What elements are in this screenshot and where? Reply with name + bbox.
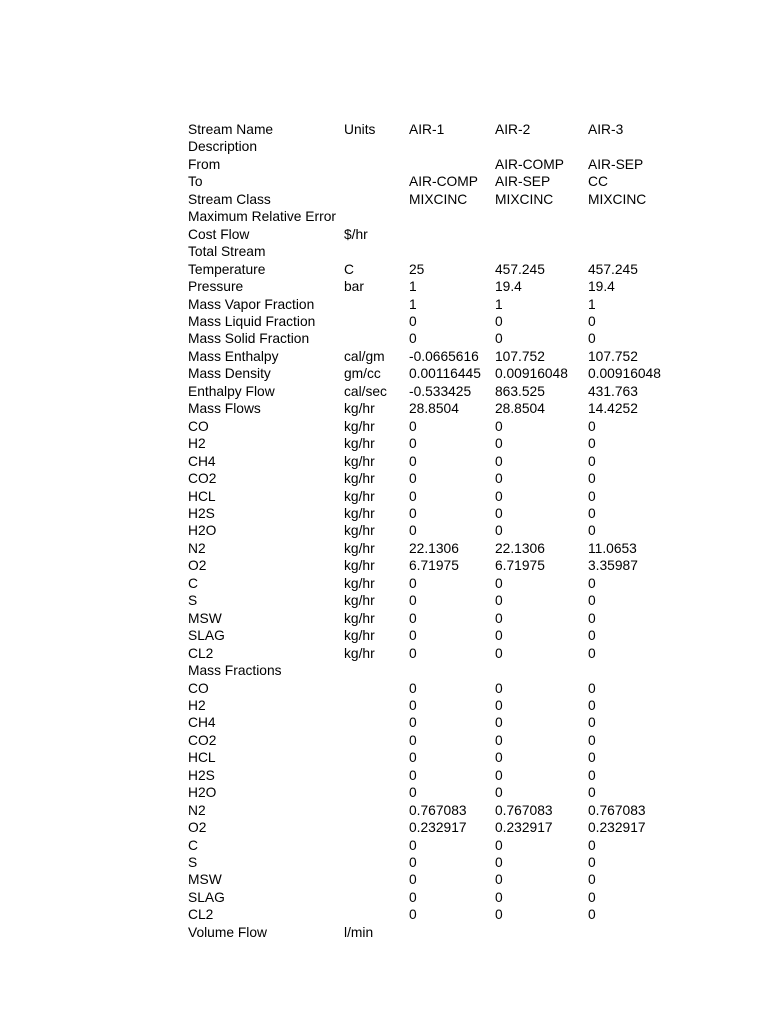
row-units xyxy=(344,191,409,208)
row-label: Mass Fractions xyxy=(188,663,282,679)
row-value-stream-2: 0 xyxy=(495,628,503,644)
row-value-stream-2: 0 xyxy=(495,313,503,329)
row-label: MSW xyxy=(188,610,222,626)
row-label: CL2 xyxy=(188,645,214,661)
row-label: H2O xyxy=(188,523,217,539)
row-value-stream-3: 0 xyxy=(588,855,596,871)
table-row xyxy=(188,889,678,906)
row-value-stream-1: 0 xyxy=(409,575,417,591)
row-value-stream-3: 0 xyxy=(588,331,596,347)
table-row xyxy=(188,767,678,784)
table-row xyxy=(188,871,678,888)
row-value-stream-3: 0 xyxy=(588,715,596,731)
row-value-stream-2: 0 xyxy=(495,732,503,748)
row-value-stream-3: 0.767083 xyxy=(588,802,646,818)
row-value-stream-2: 0 xyxy=(495,471,503,487)
row-value-stream-2: 0 xyxy=(495,697,503,713)
row-label: Mass Solid Fraction xyxy=(188,331,310,347)
row-label: CO2 xyxy=(188,732,217,748)
table-row xyxy=(188,802,678,819)
row-label: O2 xyxy=(188,558,207,574)
row-value-stream-1: 0 xyxy=(409,907,417,923)
row-label: N2 xyxy=(188,802,206,818)
row-units: cal/gm xyxy=(344,348,385,364)
table-row xyxy=(188,191,678,208)
row-units xyxy=(344,767,409,784)
row-value-stream-1: 0 xyxy=(409,645,417,661)
row-value-stream-1: -0.0665616 xyxy=(409,348,479,364)
row-value-stream-2: AIR-COMP xyxy=(495,156,564,172)
row-value-stream-3: 1 xyxy=(588,296,596,312)
table-row xyxy=(188,522,678,539)
row-label: Mass Density xyxy=(188,366,271,382)
row-units: kg/hr xyxy=(344,488,375,504)
row-label: Mass Flows xyxy=(188,401,261,417)
row-value-stream-3: 0 xyxy=(588,593,596,609)
table-row xyxy=(188,714,678,731)
row-value-stream-2: 0.00916048 xyxy=(495,366,568,382)
table-row xyxy=(188,749,678,766)
table-row xyxy=(188,453,678,470)
table-row xyxy=(188,435,678,452)
row-units xyxy=(344,819,409,836)
row-label: Mass Liquid Fraction xyxy=(188,313,316,329)
row-units: gm/cc xyxy=(344,366,381,382)
row-value-stream-3: 0.232917 xyxy=(588,820,646,836)
row-value-stream-3: 0 xyxy=(588,837,596,853)
row-label: Stream Class xyxy=(188,191,271,207)
row-units: kg/hr xyxy=(344,575,375,591)
row-value-stream-1: 6.71975 xyxy=(409,558,459,574)
row-label: H2O xyxy=(188,785,217,801)
row-value-stream-2: 0 xyxy=(495,488,503,504)
row-label: H2S xyxy=(188,505,215,521)
row-units xyxy=(344,313,409,330)
row-value-stream-1: 0.232917 xyxy=(409,820,467,836)
row-value-stream-1: 1 xyxy=(409,296,417,312)
row-value-stream-2: 1 xyxy=(495,296,503,312)
table-row xyxy=(188,261,678,278)
table-row xyxy=(188,854,678,871)
row-value-stream-1 xyxy=(409,138,495,155)
table-row xyxy=(188,819,678,836)
row-value-stream-2: 457.245 xyxy=(495,261,545,277)
table-row xyxy=(188,784,678,801)
header-units: Units xyxy=(344,122,376,137)
row-label: CO xyxy=(188,680,209,696)
table-row xyxy=(188,505,678,522)
row-value-stream-3: 0 xyxy=(588,628,596,644)
row-value-stream-3: 0 xyxy=(588,750,596,766)
row-value-stream-3 xyxy=(588,138,678,155)
row-value-stream-1: 0 xyxy=(409,872,417,888)
row-value-stream-2: 0 xyxy=(495,715,503,731)
row-value-stream-3: 0 xyxy=(588,453,596,469)
row-label: O2 xyxy=(188,820,207,836)
table-row xyxy=(188,592,678,609)
row-value-stream-2: 0 xyxy=(495,889,503,905)
row-value-stream-1 xyxy=(409,208,495,225)
row-units xyxy=(344,871,409,888)
row-value-stream-1: 0 xyxy=(409,750,417,766)
row-value-stream-3: 0 xyxy=(588,523,596,539)
row-value-stream-1: -0.533425 xyxy=(409,383,472,399)
row-value-stream-1: 28.8504 xyxy=(409,401,459,417)
row-value-stream-3: 0 xyxy=(588,645,596,661)
row-units: kg/hr xyxy=(344,471,375,487)
row-value-stream-3: 0 xyxy=(588,732,596,748)
row-units: kg/hr xyxy=(344,453,375,469)
table-row xyxy=(188,330,678,347)
row-units xyxy=(344,749,409,766)
row-label: SLAG xyxy=(188,628,225,644)
row-value-stream-1: 0 xyxy=(409,715,417,731)
row-value-stream-1: MIXCINC xyxy=(409,191,468,207)
row-value-stream-1: 0 xyxy=(409,453,417,469)
row-units xyxy=(344,784,409,801)
table-row xyxy=(188,348,678,365)
row-units: kg/hr xyxy=(344,401,375,417)
row-units xyxy=(344,906,409,923)
row-value-stream-2 xyxy=(495,662,588,679)
row-value-stream-1: 22.1306 xyxy=(409,540,459,556)
row-value-stream-2: 0 xyxy=(495,837,503,853)
header-stream-name: Stream Name xyxy=(188,122,274,137)
row-value-stream-3: 0 xyxy=(588,313,596,329)
table-row xyxy=(188,575,678,592)
row-value-stream-3 xyxy=(588,243,678,260)
row-value-stream-3: 0 xyxy=(588,889,596,905)
row-label: MSW xyxy=(188,872,222,888)
row-value-stream-3: MIXCINC xyxy=(588,191,647,207)
row-value-stream-1: 0 xyxy=(409,505,417,521)
row-units xyxy=(344,802,409,819)
row-value-stream-3: 0 xyxy=(588,872,596,888)
row-value-stream-2: 0 xyxy=(495,593,503,609)
row-units xyxy=(344,680,409,697)
row-units xyxy=(344,138,409,155)
row-units xyxy=(344,243,409,260)
row-label: Enthalpy Flow xyxy=(188,383,275,399)
row-label: Cost Flow xyxy=(188,226,250,242)
table-row xyxy=(188,418,678,435)
row-value-stream-1: AIR-COMP xyxy=(409,174,478,190)
row-value-stream-3: 3.35987 xyxy=(588,558,638,574)
row-label: CH4 xyxy=(188,453,216,469)
row-label: Description xyxy=(188,139,258,155)
row-value-stream-1 xyxy=(409,924,495,941)
row-value-stream-3: 0 xyxy=(588,575,596,591)
row-value-stream-3: 0 xyxy=(588,785,596,801)
row-value-stream-2 xyxy=(495,138,588,155)
row-value-stream-3: 0 xyxy=(588,418,596,434)
row-value-stream-2 xyxy=(495,243,588,260)
row-value-stream-3: 0 xyxy=(588,767,596,783)
row-value-stream-1 xyxy=(409,662,495,679)
row-value-stream-3: 0 xyxy=(588,471,596,487)
row-units xyxy=(344,714,409,731)
row-value-stream-2: 0 xyxy=(495,331,503,347)
row-units xyxy=(344,662,409,679)
row-units xyxy=(344,889,409,906)
row-value-stream-3 xyxy=(588,662,678,679)
row-value-stream-2: 0.767083 xyxy=(495,802,553,818)
row-value-stream-1: 0 xyxy=(409,785,417,801)
row-units: kg/hr xyxy=(344,610,375,626)
row-units: kg/hr xyxy=(344,540,375,556)
row-value-stream-2: 0 xyxy=(495,785,503,801)
header-stream-2: AIR-2 xyxy=(495,122,531,137)
row-value-stream-2: 0 xyxy=(495,610,503,626)
row-value-stream-1: 0 xyxy=(409,313,417,329)
row-units xyxy=(344,697,409,714)
row-units: l/min xyxy=(344,924,374,940)
row-label: HCL xyxy=(188,488,216,504)
header-stream-1: AIR-1 xyxy=(409,122,445,137)
row-label: HCL xyxy=(188,750,216,766)
row-label: H2 xyxy=(188,436,206,452)
row-value-stream-1: 0.00116445 xyxy=(409,366,481,382)
row-units xyxy=(344,854,409,871)
row-value-stream-2: 0 xyxy=(495,767,503,783)
row-value-stream-1 xyxy=(409,226,495,243)
stream-table-body xyxy=(188,121,678,941)
row-value-stream-1: 0 xyxy=(409,593,417,609)
row-label: C xyxy=(188,575,198,591)
row-value-stream-1: 0 xyxy=(409,889,417,905)
row-label: Temperature xyxy=(188,261,266,277)
row-label: Mass Vapor Fraction xyxy=(188,296,315,312)
table-row xyxy=(188,627,678,644)
row-value-stream-1: 0 xyxy=(409,697,417,713)
row-value-stream-2: 0 xyxy=(495,645,503,661)
table-row xyxy=(188,540,678,557)
header-stream-3: AIR-3 xyxy=(588,122,624,137)
row-value-stream-3: 11.0653 xyxy=(588,540,637,556)
row-value-stream-1: 0 xyxy=(409,436,417,452)
row-units: bar xyxy=(344,279,364,295)
table-row xyxy=(188,313,678,330)
row-value-stream-1: 0.767083 xyxy=(409,802,467,818)
row-value-stream-3: 107.752 xyxy=(588,348,638,364)
row-value-stream-2: 28.8504 xyxy=(495,401,545,417)
table-row xyxy=(188,697,678,714)
row-value-stream-2: 0 xyxy=(495,453,503,469)
table-row xyxy=(188,296,678,313)
row-label: S xyxy=(188,855,198,871)
row-units xyxy=(344,837,409,854)
row-value-stream-2: 107.752 xyxy=(495,348,545,364)
row-value-stream-1 xyxy=(409,243,495,260)
row-value-stream-2 xyxy=(495,208,588,225)
table-row xyxy=(188,906,678,923)
row-units: kg/hr xyxy=(344,436,375,452)
row-value-stream-1: 0 xyxy=(409,837,417,853)
row-value-stream-2: 0 xyxy=(495,680,503,696)
table-row xyxy=(188,138,678,155)
table-row xyxy=(188,488,678,505)
row-units: cal/sec xyxy=(344,383,387,399)
row-value-stream-2: 0 xyxy=(495,523,503,539)
row-value-stream-2: 0 xyxy=(495,436,503,452)
row-value-stream-2 xyxy=(495,924,588,941)
row-units: kg/hr xyxy=(344,628,375,644)
row-label: H2S xyxy=(188,767,215,783)
row-value-stream-1: 0 xyxy=(409,418,417,434)
row-value-stream-3: 431.763 xyxy=(588,383,638,399)
row-value-stream-3: 457.245 xyxy=(588,261,638,277)
row-value-stream-3 xyxy=(588,226,678,243)
row-value-stream-2: 0 xyxy=(495,575,503,591)
row-label: CL2 xyxy=(188,907,214,923)
row-label: Volume Flow xyxy=(188,924,267,940)
row-value-stream-2 xyxy=(495,226,588,243)
table-row xyxy=(188,383,678,400)
row-value-stream-1: 0 xyxy=(409,732,417,748)
table-row xyxy=(188,610,678,627)
row-value-stream-2: 0 xyxy=(495,907,503,923)
row-value-stream-1: 0 xyxy=(409,855,417,871)
row-label: Mass Enthalpy xyxy=(188,348,279,364)
row-units xyxy=(344,208,409,225)
row-value-stream-2: 0 xyxy=(495,855,503,871)
table-row xyxy=(188,278,678,295)
row-value-stream-3: 0 xyxy=(588,680,596,696)
row-value-stream-1: 0 xyxy=(409,331,417,347)
row-value-stream-2: 0 xyxy=(495,505,503,521)
row-label: CO xyxy=(188,418,209,434)
row-value-stream-2: AIR-SEP xyxy=(495,174,551,190)
row-units: kg/hr xyxy=(344,523,375,539)
row-value-stream-2: 0 xyxy=(495,418,503,434)
row-units: kg/hr xyxy=(344,593,375,609)
row-label: Total Stream xyxy=(188,244,266,260)
table-row xyxy=(188,173,678,190)
row-value-stream-2: MIXCINC xyxy=(495,191,554,207)
row-label: SLAG xyxy=(188,889,225,905)
row-value-stream-2: 0.232917 xyxy=(495,820,553,836)
row-units: kg/hr xyxy=(344,505,375,521)
row-value-stream-3 xyxy=(588,208,678,225)
table-row xyxy=(188,924,678,941)
row-value-stream-3: 0 xyxy=(588,907,596,923)
row-units xyxy=(344,173,409,190)
row-value-stream-2: 0 xyxy=(495,750,503,766)
row-value-stream-3: AIR-SEP xyxy=(588,156,644,172)
row-value-stream-1: 25 xyxy=(409,261,425,277)
table-row xyxy=(188,400,678,417)
row-label: Maximum Relative Error xyxy=(188,209,336,225)
table-row xyxy=(188,470,678,487)
row-units: kg/hr xyxy=(344,418,375,434)
row-value-stream-2: 19.4 xyxy=(495,279,522,295)
row-label: N2 xyxy=(188,540,206,556)
row-value-stream-2: 6.71975 xyxy=(495,558,545,574)
row-units: kg/hr xyxy=(344,645,375,661)
stream-table xyxy=(188,121,678,941)
row-value-stream-1: 0 xyxy=(409,680,417,696)
row-value-stream-1: 0 xyxy=(409,628,417,644)
row-label: S xyxy=(188,593,198,609)
row-value-stream-3: 0 xyxy=(588,488,596,504)
row-value-stream-3: 0.00916048 xyxy=(588,366,661,382)
row-value-stream-3: 19.4 xyxy=(588,279,615,295)
table-row xyxy=(188,732,678,749)
table-row xyxy=(188,156,678,173)
row-label: To xyxy=(188,174,203,190)
row-value-stream-1 xyxy=(409,156,495,173)
row-label: CH4 xyxy=(188,715,216,731)
table-row xyxy=(188,662,678,679)
row-value-stream-1: 0 xyxy=(409,471,417,487)
table-row xyxy=(188,837,678,854)
row-value-stream-2: 22.1306 xyxy=(495,540,545,556)
row-value-stream-3: CC xyxy=(588,174,608,190)
row-label: C xyxy=(188,837,198,853)
row-value-stream-1: 0 xyxy=(409,767,417,783)
row-value-stream-1: 0 xyxy=(409,488,417,504)
row-value-stream-1: 0 xyxy=(409,523,417,539)
row-value-stream-3: 0 xyxy=(588,505,596,521)
row-label: Pressure xyxy=(188,279,244,295)
row-value-stream-3: 0 xyxy=(588,436,596,452)
row-value-stream-2: 863.525 xyxy=(495,383,545,399)
row-value-stream-2: 0 xyxy=(495,872,503,888)
table-row xyxy=(188,208,678,225)
table-row xyxy=(188,680,678,697)
row-value-stream-3 xyxy=(588,924,678,941)
row-units xyxy=(344,296,409,313)
row-value-stream-3: 0 xyxy=(588,610,596,626)
row-value-stream-1: 0 xyxy=(409,610,417,626)
table-row xyxy=(188,645,678,662)
table-row xyxy=(188,365,678,382)
row-units: C xyxy=(344,261,354,277)
row-value-stream-3: 0 xyxy=(588,697,596,713)
row-label: CO2 xyxy=(188,471,217,487)
table-row xyxy=(188,243,678,260)
row-value-stream-1: 1 xyxy=(409,279,417,295)
row-units xyxy=(344,330,409,347)
row-units xyxy=(344,156,409,173)
table-row xyxy=(188,557,678,574)
row-label: From xyxy=(188,156,221,172)
row-units: $/hr xyxy=(344,226,368,242)
table-row xyxy=(188,226,678,243)
row-units: kg/hr xyxy=(344,558,375,574)
row-value-stream-3: 14.4252 xyxy=(588,401,638,417)
row-units xyxy=(344,732,409,749)
table-header-row xyxy=(188,121,678,138)
row-label: H2 xyxy=(188,697,206,713)
